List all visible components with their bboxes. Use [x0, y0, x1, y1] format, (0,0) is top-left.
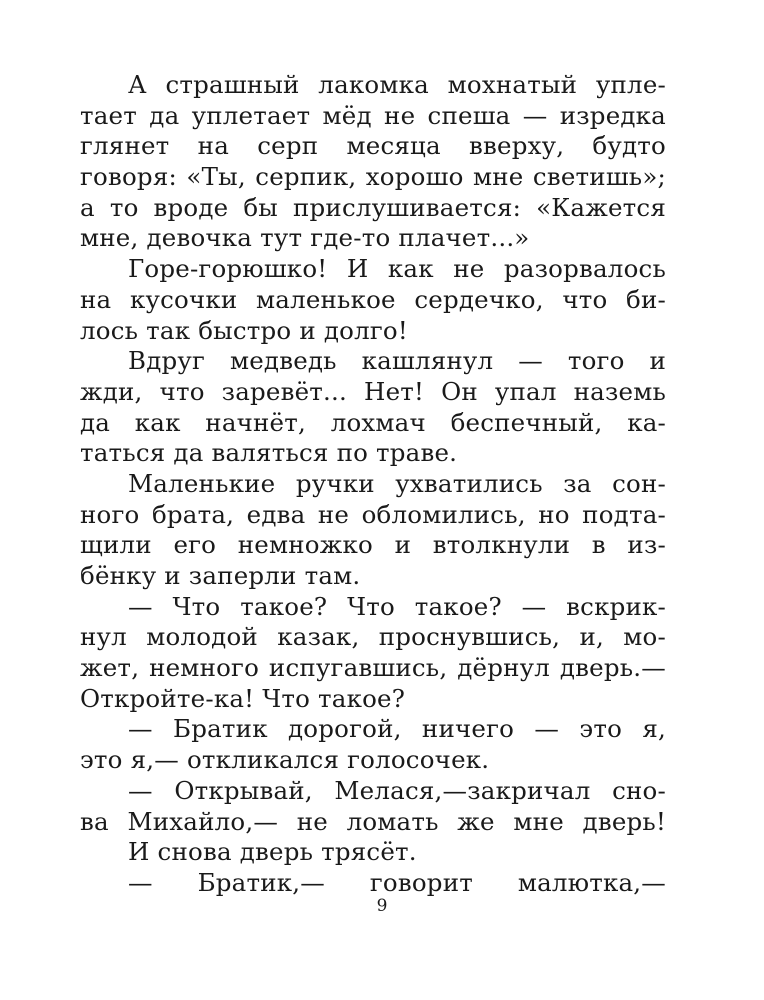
text-line: глянет на серп месяца вверху, будто — [80, 131, 666, 161]
text-line: И снова дверь трясёт. — [128, 837, 417, 867]
text-line: да как начнёт, лохмач беспечный, ка- — [80, 407, 666, 437]
text-line: а то вроде бы прислушивается: «Кажется — [80, 192, 666, 222]
text-line: Горе-горюшко! И как не разорвалось — [128, 254, 666, 284]
text-line: говоря: «Ты, серпик, хорошо мне светишь»; — [80, 162, 666, 192]
book-page-text — [80, 70, 666, 899]
text-line: Маленькие ручки ухватились за сон- — [128, 468, 666, 498]
text-line: жет, немного испугавшись, дёрнул дверь.— — [80, 653, 666, 683]
text-line: лось так быстро и долго! — [80, 315, 408, 345]
text-line: Вдруг медведь кашлянул — того и — [128, 346, 666, 376]
text-line: — Братик,— говорит малютка,— — [128, 867, 666, 897]
text-line: нул молодой казак, проснувшись, и, мо- — [80, 622, 666, 652]
text-line: на кусочки маленькое сердечко, что би- — [80, 284, 666, 314]
text-line: таться да валяться по траве. — [80, 438, 458, 468]
text-line: — Открывай, Мелася,—закричал сно- — [128, 775, 666, 805]
text-line: А страшный лакомка мохнатый упле- — [128, 70, 666, 99]
text-line: ва Михайло,— не ломать же мне дверь! — [80, 806, 666, 836]
text-line: тает да уплетает мёд не спеша — изредка — [80, 100, 666, 130]
text-line: ного брата, едва не обломились, но подта- — [80, 499, 666, 529]
text-line: бёнку и заперли там. — [80, 561, 361, 590]
text-line: Откройте-ка! Что такое? — [80, 683, 406, 713]
page-number: 9 — [376, 896, 388, 916]
text-line: это я,— откликался голосочек. — [80, 745, 490, 775]
text-line: — Братик дорогой, ничего — это я, — [128, 714, 666, 744]
text-line: щили его немножко и втолкнули в из- — [80, 530, 666, 560]
text-line: мне, девочка тут где-то плачет...» — [80, 223, 530, 253]
text-line: жди, что заревёт... Нет! Он упал наземь — [80, 376, 666, 406]
text-line: — Что такое? Что такое? — вскрик- — [128, 591, 666, 621]
